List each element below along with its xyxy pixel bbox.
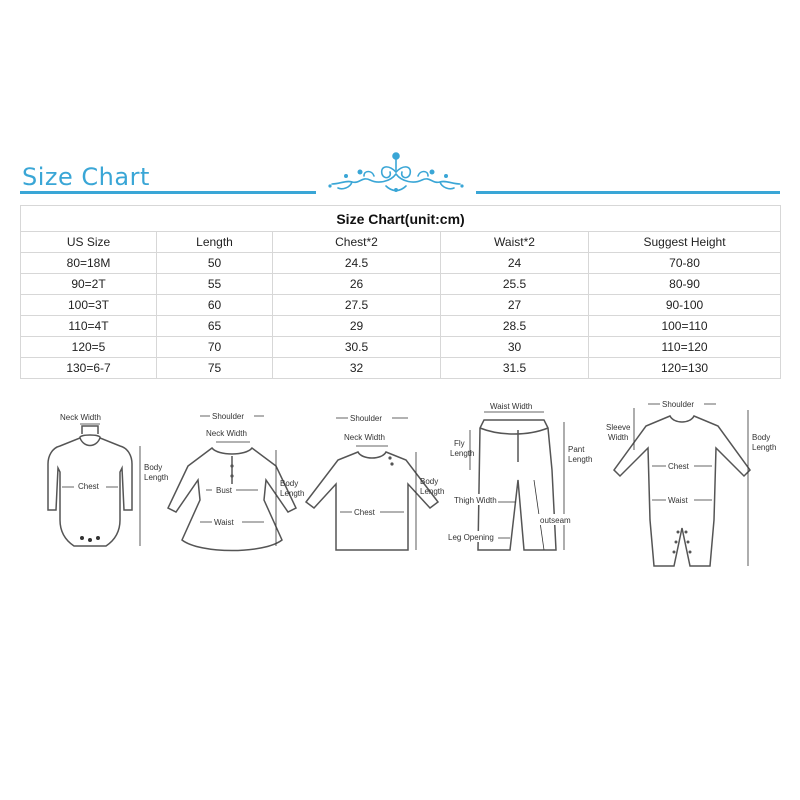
label-body-length-2: Length (420, 487, 445, 496)
cell-chest: 29 (273, 316, 441, 337)
label-bust: Bust (216, 486, 233, 495)
label-body-length-2: Length (144, 473, 169, 482)
cell-waist: 25.5 (441, 274, 589, 295)
cell-suggest-height: 120=130 (589, 358, 781, 379)
label-thigh-width: Thigh Width (454, 496, 497, 505)
label-sleeve-width: Sleeve (606, 423, 631, 432)
label-pant-length: Pant (568, 445, 585, 454)
table-caption: Size Chart(unit:cm) (21, 206, 781, 232)
label-pant-length-2: Length (568, 455, 593, 464)
column-header-chest: Chest*2 (273, 232, 441, 253)
romper-diagram (600, 390, 780, 590)
table-row (21, 358, 781, 379)
label-neck-width: Neck Width (206, 429, 247, 438)
cell-us-size: 80=18M (21, 253, 157, 274)
column-header-length: Length (157, 232, 273, 253)
cell-suggest-height: 110=120 (589, 337, 781, 358)
label-waist: Waist (214, 518, 234, 527)
cell-chest: 24.5 (273, 253, 441, 274)
table-row (21, 316, 781, 337)
label-chest: Chest (668, 462, 689, 471)
cell-chest: 26 (273, 274, 441, 295)
cell-chest: 27.5 (273, 295, 441, 316)
label-body-length-2: Length (280, 489, 305, 498)
top-diagram (300, 390, 450, 590)
label-body-length: Body (420, 477, 439, 486)
cell-length: 60 (157, 295, 273, 316)
cell-chest: 32 (273, 358, 441, 379)
cell-length: 70 (157, 337, 273, 358)
label-waist-width: Waist Width (490, 402, 533, 411)
cell-waist: 27 (441, 295, 589, 316)
label-fly-length: Fly (454, 439, 465, 448)
table-header-row (21, 232, 781, 253)
cell-waist: 28.5 (441, 316, 589, 337)
cell-length: 55 (157, 274, 273, 295)
label-shoulder: Shoulder (662, 400, 695, 409)
bodysuit-diagram (20, 390, 170, 590)
top-illustration (300, 390, 450, 590)
table-row (21, 274, 781, 295)
cell-us-size: 110=4T (21, 316, 157, 337)
cell-suggest-height: 100=110 (589, 316, 781, 337)
label-waist: Waist (668, 496, 688, 505)
label-body-length: Body (752, 433, 771, 442)
cell-us-size: 90=2T (21, 274, 157, 295)
size-chart-header (0, 150, 800, 200)
label-body-length: Body (144, 463, 163, 472)
label-chest: Chest (78, 482, 99, 491)
dress-illustration (160, 390, 310, 590)
cell-us-size: 130=6-7 (21, 358, 157, 379)
label-leg-opening: Leg Opening (448, 533, 494, 542)
column-header-us-size: US Size (21, 232, 157, 253)
cell-length: 75 (157, 358, 273, 379)
label-fly-length-2: Length (450, 449, 475, 458)
label-outseam: outseam (540, 516, 571, 525)
table-caption-row (21, 206, 781, 232)
cell-suggest-height: 80-90 (589, 274, 781, 295)
size-table (20, 205, 781, 379)
pants-illustration (440, 390, 600, 590)
cell-waist: 24 (441, 253, 589, 274)
label-shoulder: Shoulder (212, 412, 245, 421)
cell-waist: 30 (441, 337, 589, 358)
romper-illustration (600, 390, 780, 590)
label-neck-width: Neck Width (60, 413, 101, 422)
table-row (21, 337, 781, 358)
label-body-length-2: Length (752, 443, 777, 452)
pants-diagram (440, 390, 600, 590)
ornament-icon (318, 150, 474, 200)
cell-us-size: 120=5 (21, 337, 157, 358)
column-header-waist: Waist*2 (441, 232, 589, 253)
label-body-length: Body (280, 479, 299, 488)
cell-length: 65 (157, 316, 273, 337)
header-rule-left (20, 191, 316, 194)
table-row (21, 253, 781, 274)
label-neck-width: Neck Width (344, 433, 385, 442)
page-title: Size Chart (22, 163, 150, 191)
cell-length: 50 (157, 253, 273, 274)
column-header-suggest-height: Suggest Height (589, 232, 781, 253)
measurement-diagrams (0, 390, 800, 590)
cell-suggest-height: 70-80 (589, 253, 781, 274)
label-shoulder: Shoulder (350, 414, 383, 423)
label-chest: Chest (354, 508, 375, 517)
label-sleeve-width-2: Width (608, 433, 629, 442)
bodysuit-illustration (20, 390, 170, 590)
header-rule-right (476, 191, 780, 194)
table-row (21, 295, 781, 316)
cell-suggest-height: 90-100 (589, 295, 781, 316)
dress-diagram (160, 390, 310, 590)
cell-waist: 31.5 (441, 358, 589, 379)
cell-chest: 30.5 (273, 337, 441, 358)
cell-us-size: 100=3T (21, 295, 157, 316)
